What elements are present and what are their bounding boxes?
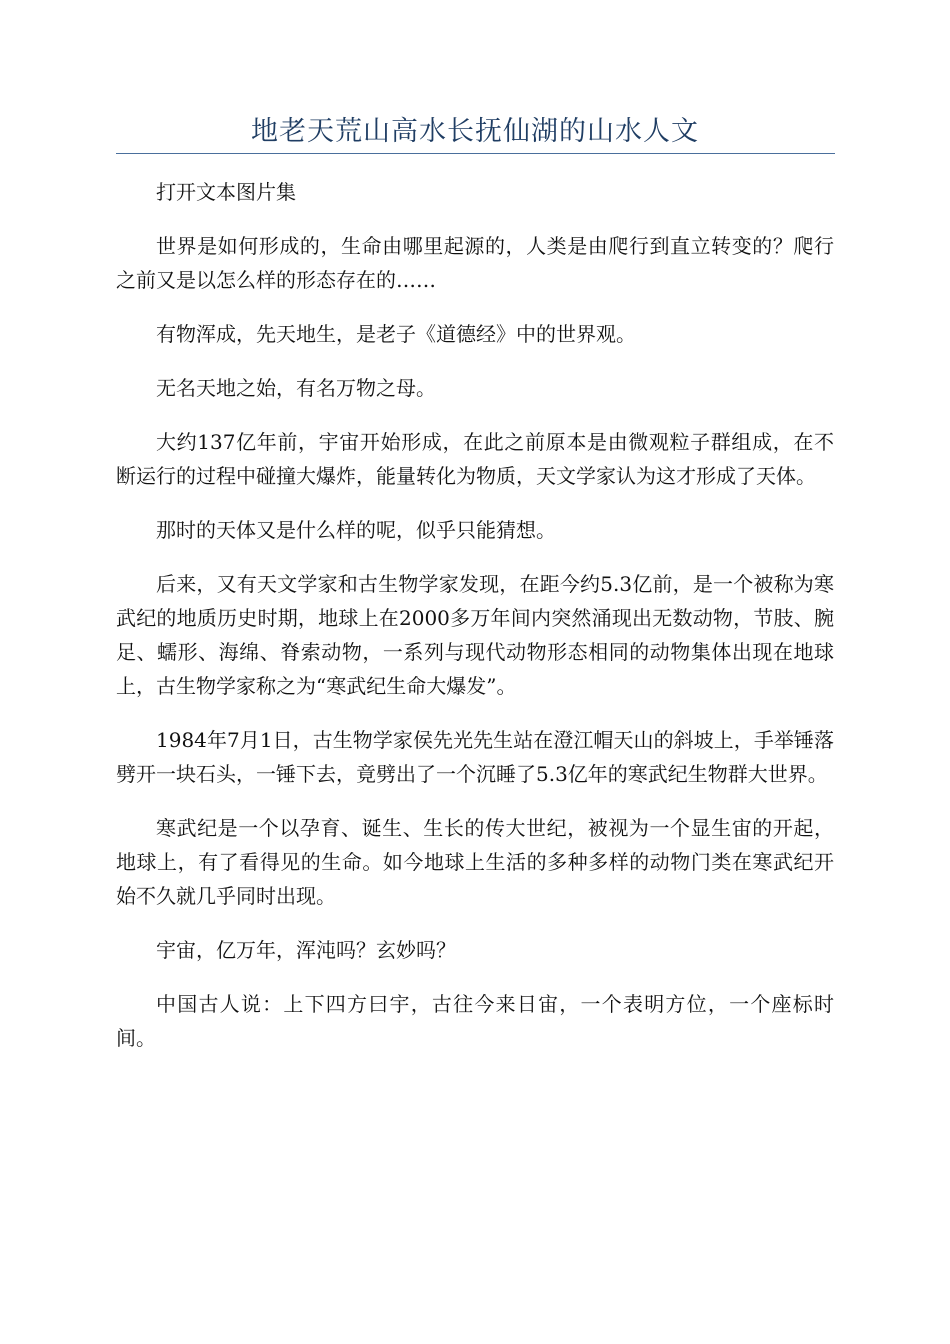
paragraph: 寒武纪是一个以孕育、诞生、生长的传大世纪，被视为一个显生宙的开起，地球上，有了看得见的生命。如今地球上生活的多种多样的动物门类在寒武纪开始不久就几乎同时出现。 [116,816,834,908]
paragraph: 中国古人说：上下四方曰宇，古往今来日宙，一个表明方位，一个座标时间。 [116,992,834,1050]
paragraph: 宇宙，亿万年，浑沌吗？玄妙吗？ [156,938,456,962]
title-underline [116,153,835,154]
paragraph: 打开文本图片集 [156,180,296,204]
paragraph: 世界是如何形成的，生命由哪里起源的，人类是由爬行到直立转变的？爬行之前又是以怎么样的形态存在的…… [116,234,834,292]
paragraph: 那时的天体又是什么样的呢，似乎只能猜想。 [156,518,556,542]
document-title: 地老天荒山高水长抚仙湖的山水人文 [251,116,699,147]
document-body [116,175,834,1075]
paragraph: 无名天地之始，有名万物之母。 [156,376,436,400]
paragraph: 1984年7月1日，古生物学家侯先光先生站在澄江帽天山的斜坡上，手举锤落劈开一块石头，一锤下去，竟劈出了一个沉睡了5.3亿年的寒武纪生物群大世界。 [116,728,834,786]
paragraph: 大约137亿年前，宇宙开始形成，在此之前原本是由微观粒子群组成，在不断运行的过程中碰撞大爆炸，能量转化为物质，天文学家认为这才形成了天体。 [116,430,834,488]
paragraph: 有物浑成，先天地生，是老子《道德经》中的世界观。 [156,322,636,346]
paragraph: 后来，又有天文学家和古生物学家发现，在距今约5.3亿前，是一个被称为寒武纪的地质历史时期，地球上在2000多万年间内突然涌现出无数动物，节肢、腕足、蠕形、海绵、脊索动物，一系列与现代动物形态相同的动物集体出现在地球上，古生物学家称之为“寒武纪生命大爆发”。 [116,572,834,698]
